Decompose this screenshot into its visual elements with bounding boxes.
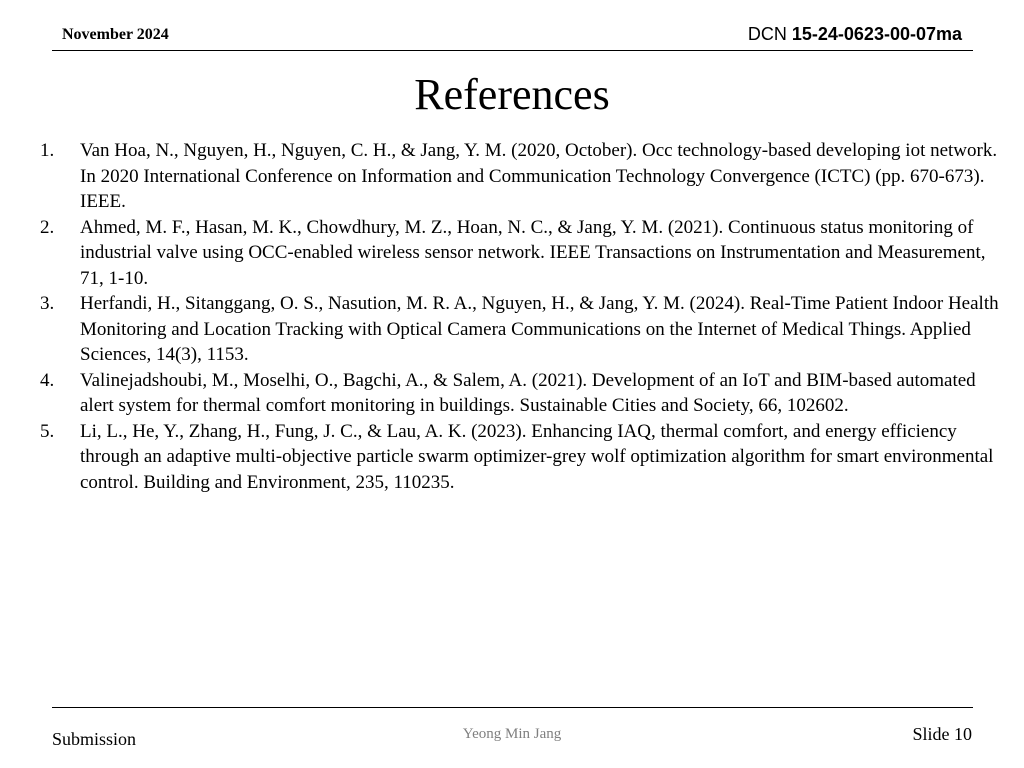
- dcn-label: DCN: [747, 24, 787, 44]
- footer-divider: [52, 707, 973, 708]
- reference-text: Li, L., He, Y., Zhang, H., Fung, J. C., & Lau, A. K. (2023). Enhancing IAQ, thermal comfort, and energy efficiency through an adaptive multi-objective particle swarm optimizer-grey wolf optimization algorithm for smart environmental control. Building and Environment, 235, 110235.: [80, 420, 994, 493]
- reference-list: [40, 138, 1008, 495]
- reference-text: Valinejadshoubi, M., Moselhi, O., Bagchi, A., & Salem, A. (2021). Development of an IoT and BIM-based automated alert system for thermal comfort monitoring in buildings. Sustainable Cities and Society, 66, 102602.: [80, 369, 976, 416]
- reference-text: Herfandi, H., Sitanggang, O. S., Nasution, M. R. A., Nguyen, H., & Jang, Y. M. (2024). Real-Time Patient Indoor Health Monitoring and Location Tracking with Optical Camera Communications on the Internet of Medical Things. Applied Sciences, 14(3), 1153.: [80, 293, 999, 365]
- reference-item: [40, 291, 1008, 368]
- reference-number: 2.: [40, 216, 55, 238]
- reference-number: 3.: [40, 293, 55, 314]
- reference-text: Van Hoa, N., Nguyen, H., Nguyen, C. H., & Jang, Y. M. (2020, October). Occ technology-based developing iot network. In 2020 International Conference on Information and Communication Technology Convergence (ICTC) (pp. 670-673). IEEE.: [80, 140, 998, 212]
- footer-submission: Submission: [52, 729, 137, 749]
- header-divider: [52, 50, 973, 51]
- dcn-number: 15-24-0623-00-07ma: [791, 24, 962, 44]
- reference-text: Ahmed, M. F., Hasan, M. K., Chowdhury, M. Z., Hoan, N. C., & Jang, Y. M. (2021). Continuous status monitoring of industrial valve using OCC-enabled wireless sensor network. IEEE Transactions on Instrumentation and Measurement, 71, 1-10.: [80, 216, 986, 289]
- reference-number: 5.: [40, 420, 55, 442]
- slide-number: Slide 10: [912, 724, 972, 744]
- header-dcn: [748, 23, 962, 45]
- reference-number: 1.: [40, 140, 55, 161]
- header-date: November 2024: [62, 26, 169, 43]
- reference-item: [40, 368, 1008, 419]
- slide-title: References: [414, 70, 610, 119]
- reference-item: [40, 138, 1008, 215]
- reference-item: [40, 419, 1008, 496]
- reference-number: 4.: [40, 369, 55, 391]
- reference-item: [40, 215, 1008, 292]
- footer-author: Yeong Min Jang: [462, 726, 562, 742]
